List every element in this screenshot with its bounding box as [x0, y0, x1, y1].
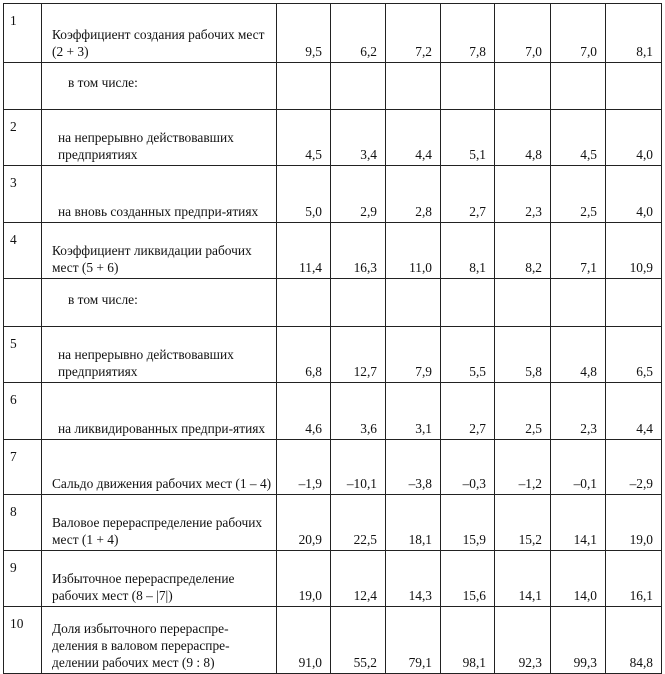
table-row	[4, 551, 662, 607]
row-number-cell: 5	[4, 327, 42, 383]
value-cell: 3,4	[331, 110, 386, 166]
value-cell: 99,3	[551, 607, 606, 674]
value-cell: 6,5	[606, 327, 662, 383]
value-cell: 3,1	[386, 383, 441, 440]
value-cell	[441, 279, 495, 327]
value-cell	[277, 63, 331, 110]
value-cell: 4,0	[606, 166, 662, 223]
row-number-cell: 2	[4, 110, 42, 166]
value-cell: –1,9	[277, 440, 331, 495]
indicator-label: на непрерывно действовавших предприятиях	[42, 110, 277, 166]
value-cell: 20,9	[277, 495, 331, 551]
table-row	[4, 383, 662, 440]
value-cell: –3,8	[386, 440, 441, 495]
value-cell: 16,1	[606, 551, 662, 607]
table-row	[4, 495, 662, 551]
row-number-cell: 9	[4, 551, 42, 607]
value-cell: 4,8	[551, 327, 606, 383]
value-cell: 2,9	[331, 166, 386, 223]
value-cell: 2,5	[551, 166, 606, 223]
value-cell: 4,8	[495, 110, 551, 166]
indicator-label: Сальдо движения рабочих мест (1 – 4)	[42, 440, 277, 495]
value-cell: 8,1	[606, 4, 662, 63]
value-cell: –0,1	[551, 440, 606, 495]
indicator-label: Доля избыточного перераспре-деления в валовом перераспре-делении рабочих мест (9 : 8)	[42, 607, 277, 674]
value-cell	[441, 63, 495, 110]
value-cell: 7,2	[386, 4, 441, 63]
table-row	[4, 327, 662, 383]
value-cell	[551, 279, 606, 327]
job-flows-table	[3, 3, 662, 674]
table-row	[4, 110, 662, 166]
value-cell: 19,0	[606, 495, 662, 551]
value-cell: 19,0	[277, 551, 331, 607]
table-row	[4, 4, 662, 63]
value-cell: 7,1	[551, 223, 606, 279]
value-cell: 8,1	[441, 223, 495, 279]
value-cell: 15,2	[495, 495, 551, 551]
value-cell: 79,1	[386, 607, 441, 674]
value-cell: 22,5	[331, 495, 386, 551]
value-cell: 4,5	[551, 110, 606, 166]
value-cell: 5,0	[277, 166, 331, 223]
value-cell	[277, 279, 331, 327]
value-cell	[606, 63, 662, 110]
value-cell: –2,9	[606, 440, 662, 495]
row-number-cell: 6	[4, 383, 42, 440]
value-cell: 14,3	[386, 551, 441, 607]
value-cell	[495, 279, 551, 327]
value-cell: 10,9	[606, 223, 662, 279]
value-cell	[386, 63, 441, 110]
table-row	[4, 223, 662, 279]
value-cell: –1,2	[495, 440, 551, 495]
indicator-label: на непрерывно действовавших предприятиях	[42, 327, 277, 383]
value-cell: 9,5	[277, 4, 331, 63]
value-cell: 98,1	[441, 607, 495, 674]
value-cell: 4,6	[277, 383, 331, 440]
row-number-cell: 10	[4, 607, 42, 674]
value-cell: 7,0	[495, 4, 551, 63]
subheading-row	[4, 63, 662, 110]
value-cell: 2,3	[495, 166, 551, 223]
value-cell: 5,8	[495, 327, 551, 383]
value-cell	[386, 279, 441, 327]
table-row	[4, 166, 662, 223]
row-number-cell	[4, 63, 42, 110]
value-cell: 6,8	[277, 327, 331, 383]
value-cell: 11,0	[386, 223, 441, 279]
value-cell: 3,6	[331, 383, 386, 440]
indicator-label: Коэффициент создания рабочих мест (2 + 3)	[42, 4, 277, 63]
value-cell: 6,2	[331, 4, 386, 63]
value-cell: 4,0	[606, 110, 662, 166]
value-cell: 2,7	[441, 166, 495, 223]
value-cell: 84,8	[606, 607, 662, 674]
indicator-label: на ликвидированных предпри-ятиях	[42, 383, 277, 440]
value-cell: 15,6	[441, 551, 495, 607]
row-number-cell: 1	[4, 4, 42, 63]
table-row	[4, 440, 662, 495]
value-cell: 16,3	[331, 223, 386, 279]
value-cell: 15,9	[441, 495, 495, 551]
value-cell: 14,1	[495, 551, 551, 607]
value-cell	[606, 279, 662, 327]
value-cell: 11,4	[277, 223, 331, 279]
row-number-cell: 4	[4, 223, 42, 279]
value-cell	[495, 63, 551, 110]
indicator-label: на вновь созданных предпри-ятиях	[42, 166, 277, 223]
value-cell: 7,8	[441, 4, 495, 63]
value-cell: 2,3	[551, 383, 606, 440]
value-cell: 91,0	[277, 607, 331, 674]
table-row	[4, 607, 662, 674]
value-cell: 2,7	[441, 383, 495, 440]
value-cell: 5,1	[441, 110, 495, 166]
value-cell: 2,5	[495, 383, 551, 440]
value-cell	[551, 63, 606, 110]
subheading-row	[4, 279, 662, 327]
value-cell: 4,5	[277, 110, 331, 166]
row-number-cell	[4, 279, 42, 327]
value-cell	[331, 279, 386, 327]
value-cell: 7,9	[386, 327, 441, 383]
value-cell: 7,0	[551, 4, 606, 63]
value-cell: 12,4	[331, 551, 386, 607]
value-cell: 8,2	[495, 223, 551, 279]
value-cell: 14,0	[551, 551, 606, 607]
value-cell: 92,3	[495, 607, 551, 674]
value-cell: –0,3	[441, 440, 495, 495]
row-number-cell: 7	[4, 440, 42, 495]
table-body	[4, 4, 662, 674]
subheading-label: в том числе:	[42, 63, 277, 110]
indicator-label: Избыточное перераспределение рабочих мест (8 – |7|)	[42, 551, 277, 607]
value-cell: 4,4	[386, 110, 441, 166]
subheading-label: в том числе:	[42, 279, 277, 327]
indicator-label: Коэффициент ликвидации рабочих мест (5 + 6)	[42, 223, 277, 279]
row-number-cell: 3	[4, 166, 42, 223]
value-cell: 18,1	[386, 495, 441, 551]
indicator-label: Валовое перераспределение рабочих мест (1 + 4)	[42, 495, 277, 551]
value-cell: 14,1	[551, 495, 606, 551]
row-number-cell: 8	[4, 495, 42, 551]
value-cell	[331, 63, 386, 110]
value-cell: 55,2	[331, 607, 386, 674]
value-cell: 4,4	[606, 383, 662, 440]
value-cell: –10,1	[331, 440, 386, 495]
value-cell: 5,5	[441, 327, 495, 383]
value-cell: 2,8	[386, 166, 441, 223]
value-cell: 12,7	[331, 327, 386, 383]
